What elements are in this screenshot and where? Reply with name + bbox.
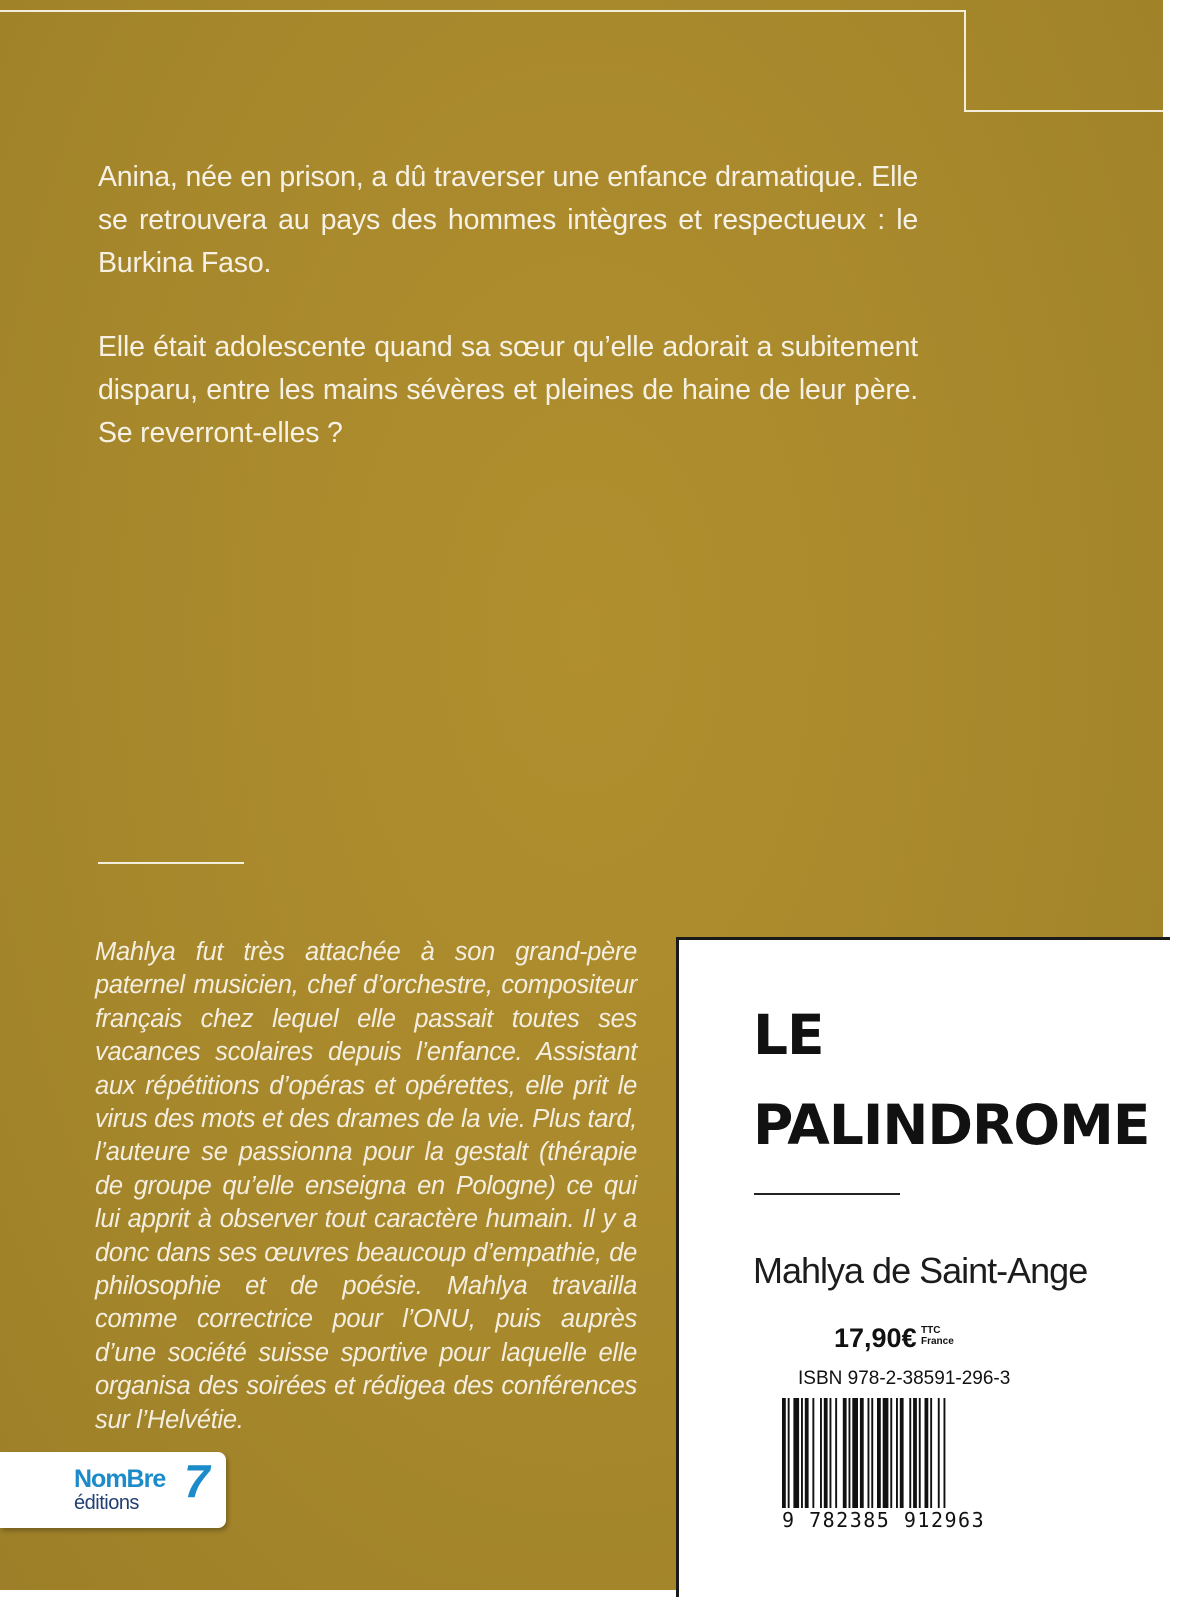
author-bio: Mahlya fut très attachée à son grand-père paternel musicien, chef d’orchestre, compositeur français chez lequel elle passait toutes ses vacances scolaires depuis l’enfance. Assistant aux répétitions d’opéras et opérettes, elle prit le virus des mots et des drames de la vie. Plus tard, l’auteure se passionna pour la gestalt (thérapie de groupe qu’elle enseigna en Pologne) ce qui lui apprit à observer tout caractère humain. Il y a donc dans ses œuvres beaucoup d’empathie, de philosophie et de poésie. Mahlya travailla comme correctrice pour l’ONU, puis auprès d’une société suisse sportive pour laquelle elle organisa des soirées et rédigea des conférences sur l’Helvétie.: [95, 938, 637, 1434]
publisher-seven: 7: [184, 1455, 210, 1507]
publisher-name: NomBre: [74, 1465, 166, 1493]
price-note-country: France: [921, 1336, 954, 1347]
publisher-editions: éditions: [74, 1492, 139, 1514]
divider-line: [98, 862, 244, 864]
title-divider: [754, 1193, 900, 1195]
isbn: ISBN 978-2-38591-296-3: [798, 1368, 1011, 1389]
book-title-line-1: LE: [753, 1003, 824, 1067]
synopsis-paragraph-1: Anina, née en prison, a dû traverser une enfance dramatique. Elle se retrouvera au pays des hommes intègres et respectueux : le Burkina Faso.: [98, 161, 918, 279]
barcode-digits: 9 782385 912963: [782, 1508, 986, 1532]
frame-line-corner: [964, 110, 1163, 112]
author-name: Mahlya de Saint-Ange: [753, 1250, 1088, 1291]
book-title-line-2: PALINDROME: [753, 1093, 1150, 1157]
synopsis: [98, 156, 918, 496]
price-note: [921, 1325, 954, 1347]
price-note-ttc: TTC: [921, 1325, 941, 1336]
synopsis-paragraph-2: Elle était adolescente quand sa sœur qu’elle adorait a subitement disparu, entre les mains sévères et pleines de haine de leur père. Se reverront-elles ?: [98, 331, 918, 449]
frame-line-vertical: [964, 10, 966, 110]
frame-line-top: [0, 10, 966, 12]
price: 17,90€: [834, 1323, 917, 1353]
publisher-logo: [0, 1452, 226, 1528]
title-info-box: [676, 937, 1170, 1597]
book-title: [753, 990, 1149, 1170]
